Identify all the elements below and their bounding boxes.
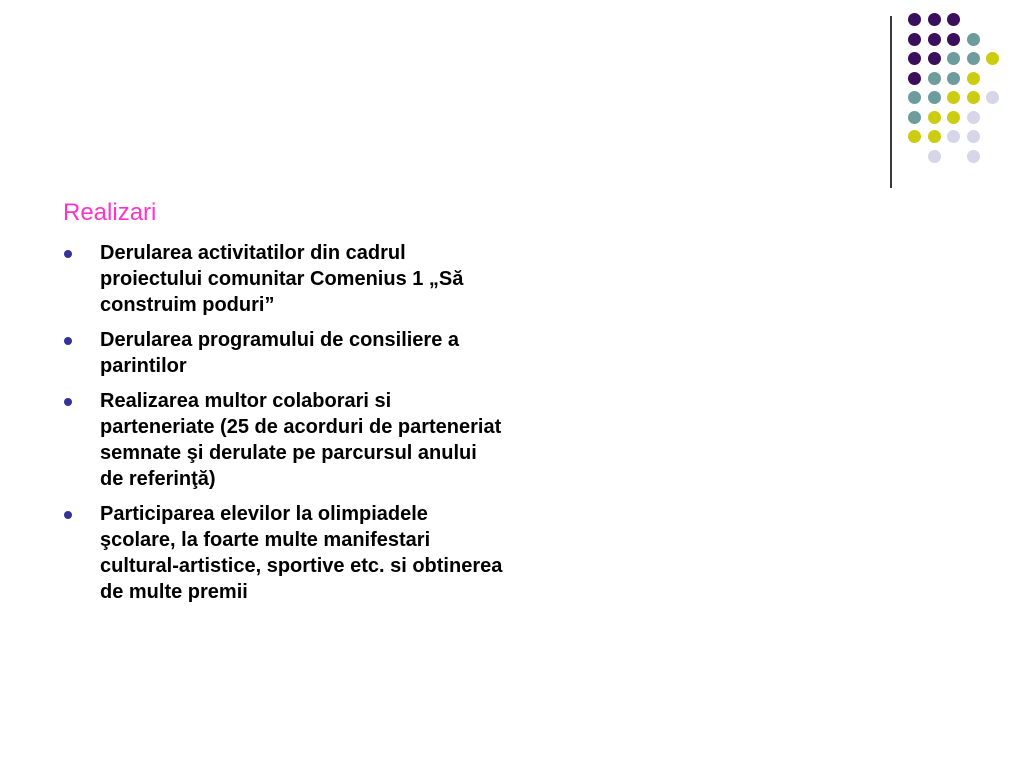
bullet-item (63, 501, 503, 605)
divider-line (890, 16, 892, 188)
decorative-dot (947, 72, 960, 85)
decorative-dot (967, 52, 980, 65)
bullet-marker (64, 398, 72, 406)
decorative-dot (986, 52, 999, 65)
decorative-dot (908, 33, 921, 46)
decorative-dot (908, 13, 921, 26)
slide-heading: Realizari (63, 199, 157, 226)
bullet-marker (64, 337, 72, 345)
bullet-marker (64, 511, 72, 519)
bullet-item (63, 240, 503, 318)
decorative-dot (967, 130, 980, 143)
bullet-list (63, 240, 503, 614)
decorative-dot (908, 72, 921, 85)
decorative-dot (928, 111, 941, 124)
decorative-dot (908, 111, 921, 124)
bullet-text: Derularea activitatilor din cadrul proiectului comunitar Comenius 1 „Să construim poduri” (100, 242, 464, 316)
decorative-dot (928, 130, 941, 143)
decorative-dot (967, 91, 980, 104)
decorative-dot-grid (908, 13, 1008, 163)
decorative-dot (947, 13, 960, 26)
decorative-dot (908, 91, 921, 104)
decorative-dot (947, 111, 960, 124)
decorative-dot (967, 72, 980, 85)
decorative-dot (928, 150, 941, 163)
decorative-dot (908, 130, 921, 143)
decorative-dot (967, 33, 980, 46)
bullet-text: Participarea elevilor la olimpiadele şcolare, la foarte multe manifestari cultural-artistice, sportive etc. si obtinerea de multe premii (100, 503, 503, 603)
decorative-dot (947, 33, 960, 46)
bullet-item (63, 388, 503, 492)
decorative-dot (947, 91, 960, 104)
decorative-dot (928, 13, 941, 26)
decorative-dot (967, 150, 980, 163)
decorative-dot (928, 52, 941, 65)
bullet-text: Derularea programului de consiliere a parintilor (100, 329, 460, 377)
decorative-dot (947, 130, 960, 143)
decorative-dot (908, 52, 921, 65)
bullet-item (63, 327, 503, 379)
decorative-dot (947, 52, 960, 65)
bullet-text: Realizarea multor colaborari si parteneriate (25 de acorduri de parteneriat semnate şi derulate pe parcursul anului de referinţă) (100, 390, 502, 490)
bullet-marker (64, 250, 72, 258)
decorative-dot (928, 72, 941, 85)
decorative-dot (986, 91, 999, 104)
decorative-dot (967, 111, 980, 124)
decorative-dot (928, 91, 941, 104)
decorative-dot (928, 33, 941, 46)
